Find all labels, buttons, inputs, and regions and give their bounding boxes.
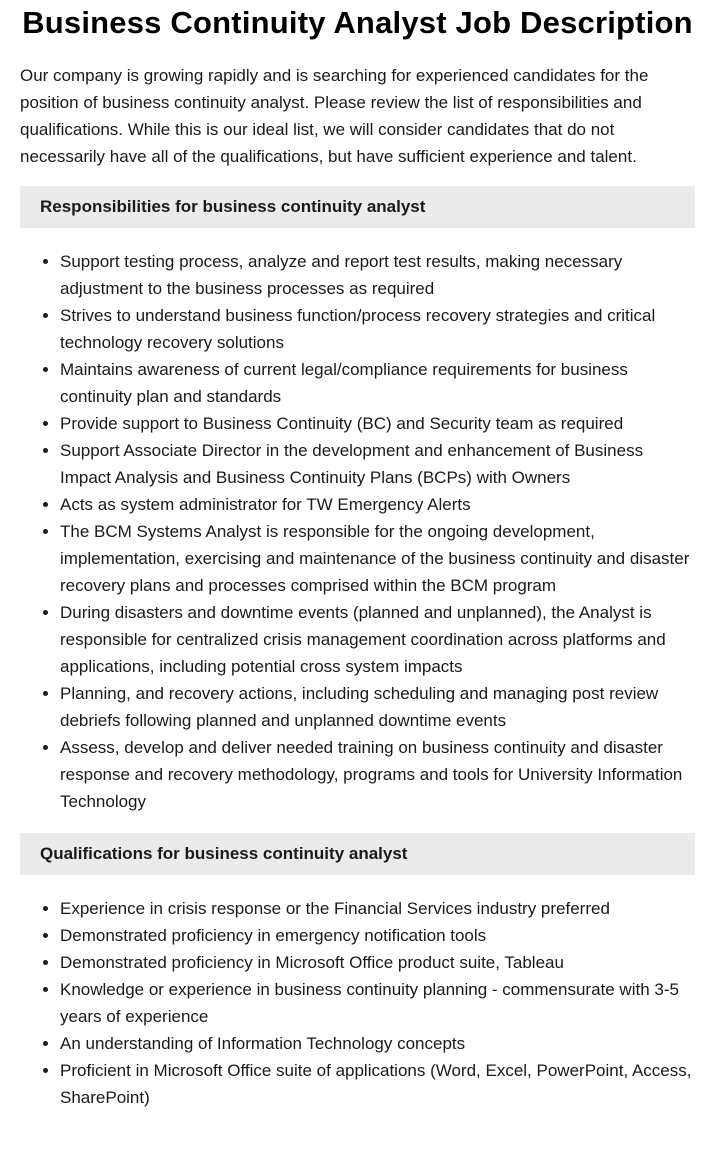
list-item: • Knowledge or experience in business continuity planning - commensurate with 3-5 years of experience [60,976,695,1030]
list-item: • Assess, develop and deliver needed training on business continuity and disaster response and recovery methodology, programs and tools for University Information Technology [60,734,695,815]
qualifications-heading-text: Qualifications for business continuity analyst [40,844,408,863]
list-item: • Strives to understand business function/process recovery strategies and critical technology recovery solutions [60,302,695,356]
list-item: • Demonstrated proficiency in emergency notification tools [60,922,695,949]
list-item: • Experience in crisis response or the Financial Services industry preferred [60,895,695,922]
responsibilities-heading-text: Responsibilities for business continuity analyst [40,197,426,216]
qualifications-heading [20,833,695,875]
list-item: • Provide support to Business Continuity (BC) and Security team as required [60,410,695,437]
list-item: • Proficient in Microsoft Office suite of applications (Word, Excel, PowerPoint, Access, SharePoint) [60,1057,695,1111]
list-item: • An understanding of Information Technology concepts [60,1030,695,1057]
responsibilities-list [20,248,695,815]
list-item: • The BCM Systems Analyst is responsible for the ongoing development, implementation, exercising and maintenance of the business continuity and disaster recovery plans and processes comprised within the BCM program [60,518,695,599]
qualifications-list [20,895,695,1111]
list-item: • Acts as system administrator for TW Emergency Alerts [60,491,695,518]
list-item: • Planning, and recovery actions, including scheduling and managing post review debriefs following planned and unplanned downtime events [60,680,695,734]
list-item: • Support testing process, analyze and report test results, making necessary adjustment to the business processes as required [60,248,695,302]
responsibilities-heading [20,186,695,228]
list-item: • Support Associate Director in the development and enhancement of Business Impact Analysis and Business Continuity Plans (BCPs) with Owners [60,437,695,491]
list-item: • During disasters and downtime events (planned and unplanned), the Analyst is responsible for centralized crisis management coordination across platforms and applications, including potential cross system impacts [60,599,695,680]
intro-paragraph: Our company is growing rapidly and is searching for experienced candidates for the position of business continuity analyst. Please review the list of responsibilities and qualifications. While this is our ideal list, we will consider candidates that do not necessarily have all of the qualifications, but have sufficient experience and talent. [20,66,649,166]
list-item: • Maintains awareness of current legal/compliance requirements for business continuity plan and standards [60,356,695,410]
page-title: Business Continuity Analyst Job Description [22,5,693,40]
list-item: • Demonstrated proficiency in Microsoft Office product suite, Tableau [60,949,695,976]
